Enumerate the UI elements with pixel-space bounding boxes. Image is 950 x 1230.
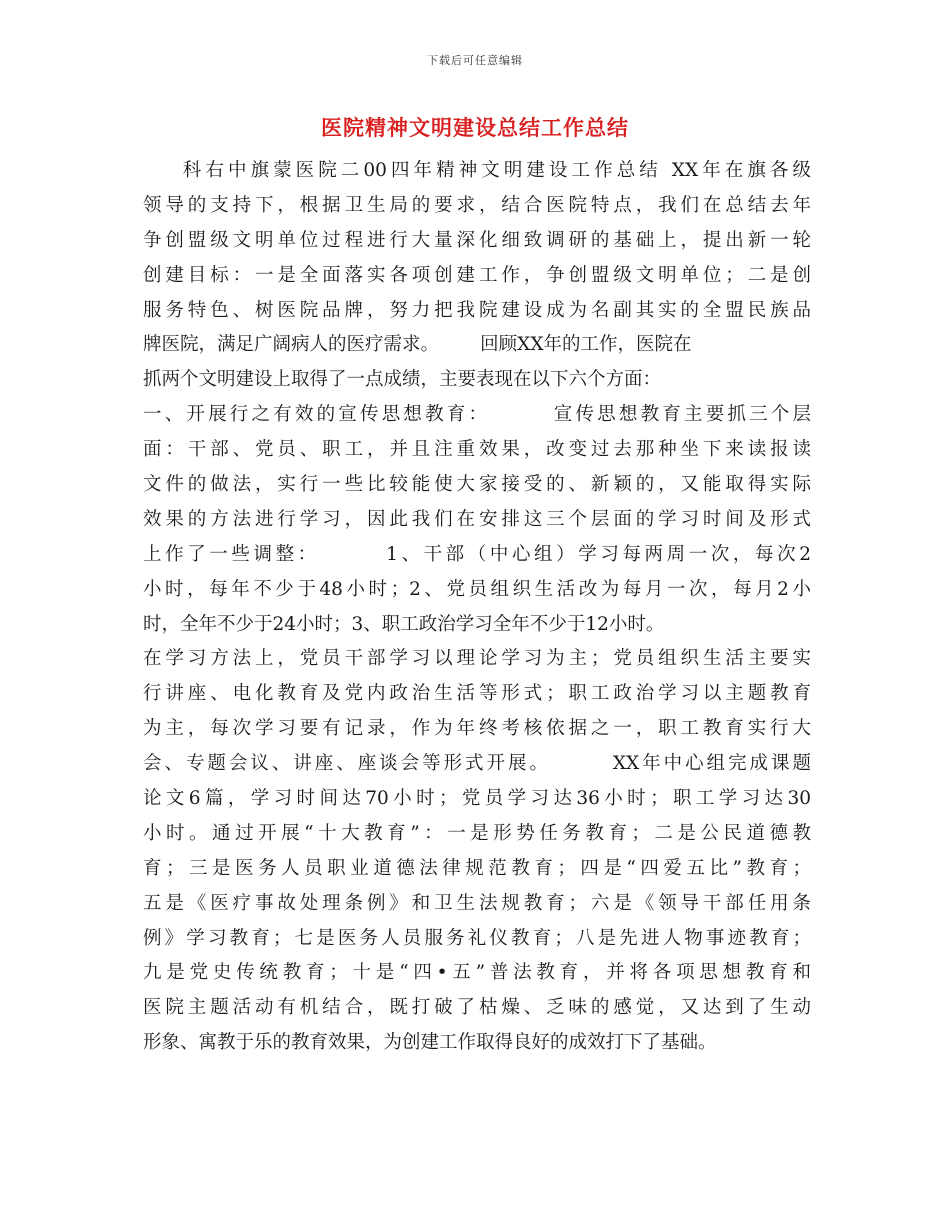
body-text-line: 文件的做法，实行一些比较能使大家接受的、新颖的，又能取得实际 — [143, 474, 811, 496]
body-text-line: 形象、寓教于乐的教育效果，为创建工作取得良好的成效打下了基础。 — [143, 1032, 717, 1054]
body-text-line: 抓两个文明建设上取得了一点成绩，主要表现在以下六个方面： — [143, 369, 662, 391]
body-text-line: 科右中旗蒙医院二00四年精神文明建设工作总结 XX年在旗各级 — [143, 160, 811, 181]
body-text-line: 牌医院，满足广阔病人的医疗需求。 回顾XX年的工作，医院在 — [143, 334, 692, 356]
body-text-line: 育；三是医务人员职业道德法律规范教育；四是“四爱五比”教育； — [143, 857, 811, 879]
body-text-line: 九是党史传统教育；十是“四•五”普法教育，并将各项思想教育和 — [143, 962, 811, 984]
body-text-line: 创建目标：一是全面落实各项创建工作，争创盟级文明单位；二是创 — [143, 264, 811, 286]
body-text-line: 效果的方法进行学习，因此我们在安排这三个层面的学习时间及形式 — [143, 508, 811, 530]
document-body — [143, 154, 811, 1061]
body-text-line: 争创盟级文明单位过程进行大量深化细致调研的基础上，提出新一轮 — [143, 229, 811, 251]
body-text-line: 服务特色、树医院品牌，努力把我院建设成为名副其实的全盟民族品 — [143, 299, 811, 321]
body-text-line: 一、开展行之有效的宣传思想教育： 宣传思想教育主要抓三个层 — [143, 404, 811, 426]
body-text-line: 会、专题会议、讲座、座谈会等形式开展。 XX年中心组完成课题 — [143, 753, 811, 775]
body-text-line: 为主，每次学习要有记录，作为年终考核依据之一，职工教育实行大 — [143, 718, 811, 740]
body-text-line: 论文6篇，学习时间达70小时；党员学习达36小时；职工学习达30 — [143, 788, 811, 810]
body-text-line: 小时，每年不少于48小时；2、党员组织生活改为每月一次，每月2小 — [143, 578, 811, 600]
body-text-line: 时，全年不少于24小时；3、职工政治学习全年不少于12小时。 — [143, 613, 665, 635]
body-text-line: 在学习方法上，党员干部学习以理论学习为主；党员组织生活主要实 — [143, 648, 811, 670]
body-text-line: 例》学习教育；七是医务人员服务礼仪教育；八是先进人物事迹教育； — [143, 927, 811, 949]
body-text-line: 五是《医疗事故处理条例》和卫生法规教育；六是《领导干部任用条 — [143, 892, 811, 914]
body-text-line: 领导的支持下，根据卫生局的要求，结合医院特点，我们在总结去年 — [143, 194, 811, 216]
body-text-line: 行讲座、电化教育及党内政治生活等形式；职工政治学习以主题教育 — [143, 683, 811, 705]
page-header-note: 下载后可任意编辑 — [427, 54, 523, 67]
body-text-line: 上作了一些调整： 1、干部（中心组）学习每两周一次，每次2 — [143, 543, 811, 565]
body-text-line: 医院主题活动有机结合，既打破了枯燥、乏味的感觉，又达到了生动 — [143, 997, 811, 1019]
body-text-line: 面：干部、党员、职工，并且注重效果，改变过去那种坐下来读报读 — [143, 439, 811, 461]
document-title: 医院精神文明建设总结工作总结 — [321, 115, 629, 140]
body-text-line: 小时。通过开展“十大教育”：一是形势任务教育；二是公民道德教 — [143, 822, 811, 844]
